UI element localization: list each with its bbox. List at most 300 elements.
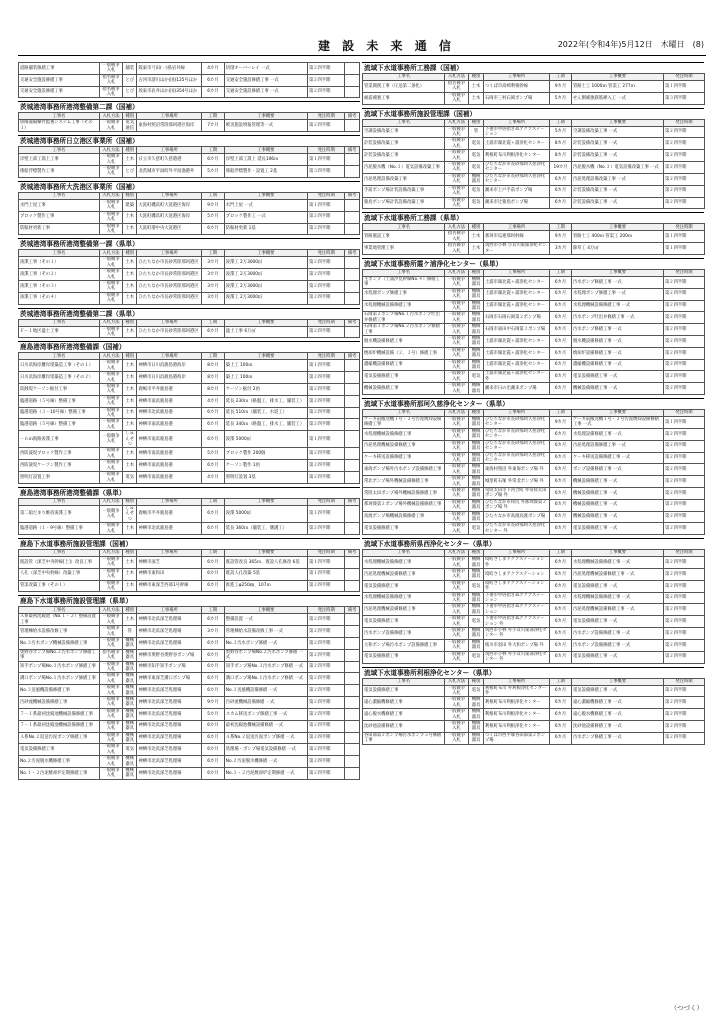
table-cell: 一般競争入札 <box>445 92 469 104</box>
table-cell: 整備設置 一式 <box>224 614 307 626</box>
table-cell: 6カ月 <box>550 336 572 348</box>
table-cell: 一般競争入札 <box>445 312 469 324</box>
table-cell: 第１四半期 <box>307 199 344 211</box>
table-cell: 管 <box>122 626 137 638</box>
table-cell: 6カ月 <box>550 487 572 499</box>
column-header: 工事名 <box>19 353 100 360</box>
column-header: 種別 <box>469 269 484 276</box>
table-header-row <box>19 498 360 505</box>
table-cell: 9カ月 <box>201 199 224 211</box>
table-cell: 第２四半期 <box>664 628 705 640</box>
table-row <box>363 371 705 383</box>
table-row <box>19 460 360 472</box>
table-cell: 東海村照沼 外東海ポンプ場 外 <box>484 464 550 476</box>
table-cell <box>345 580 360 592</box>
table-cell: ひたちなか市長砂常陸那珂港区 <box>137 292 201 304</box>
table-cell: 土浦市湖北霞ヶ浦浄化センター <box>484 138 550 150</box>
column-header: 工事場所 <box>137 549 201 556</box>
table-cell <box>345 568 360 580</box>
table-cell: 6カ月 <box>550 569 572 581</box>
table-cell: しゅんせつ <box>122 505 137 522</box>
table-cell: 第１四半期 <box>664 231 705 243</box>
table-cell: 石岡第２ポンプ場No.１汚水ポンプ吐出弁修繕工事 <box>363 312 445 324</box>
column-header: 備考 <box>345 192 360 199</box>
table-cell: 汚泥処理機械設備修繕工事 <box>363 440 445 452</box>
table-row <box>19 744 360 756</box>
table-cell: 汚水ポンプ修繕工事 一式 <box>572 324 664 336</box>
table-cell: 溝口ポンプ場No.１汚水ポンプ修繕工事 <box>19 673 100 685</box>
table-cell: 第１四半期 <box>307 431 344 448</box>
table-cell: 神栖市北浜鹿島港 <box>137 523 201 535</box>
table-cell: 土木 <box>469 231 484 243</box>
table-cell: 6カ月 <box>550 732 572 744</box>
table-cell: 機械設備修繕工事 一式 <box>572 487 664 499</box>
table-row <box>19 523 360 535</box>
table-cell <box>345 720 360 732</box>
project-table <box>362 409 705 535</box>
section-title: 流域下水道事務所工務課（県単） <box>362 212 704 223</box>
table-cell: 人孔（深芝中央幹線）改築工事 <box>19 568 100 580</box>
table-cell: 第２四半期 <box>664 440 705 452</box>
section-title: 茨城港湾事務所日立港区事業所（国補） <box>18 135 360 146</box>
table-cell: 機械器具 <box>469 173 484 185</box>
table-cell: 機械器具 <box>469 732 484 744</box>
table-cell: 第３四半期 <box>307 166 344 178</box>
column-header: 工事概要 <box>224 147 307 154</box>
table-cell: 第２四半期 <box>307 257 344 269</box>
table-cell: 第２四半期 <box>307 211 344 223</box>
table-row <box>363 92 705 104</box>
table-cell: 機械器具 <box>469 440 484 452</box>
table-cell: 一般競争入札 <box>100 395 123 407</box>
table-cell: 推進工φ250㎜、107ｍ <box>224 580 307 592</box>
table-cell: 第２四半期 <box>664 592 705 604</box>
table-cell: 機械器具 <box>469 709 484 721</box>
project-section <box>362 398 704 535</box>
table-row <box>19 372 360 384</box>
table-cell: 一般競争入札 <box>100 720 123 732</box>
table-cell: 一般競争入札 <box>445 651 469 663</box>
table-cell: ひたちなか市長砂那珂久慈浄化センター <box>484 428 550 440</box>
table-cell: 潮来市辻猿島ポンプ場 <box>484 197 550 209</box>
table-cell <box>345 685 360 697</box>
table-cell: 第２四半期 <box>307 685 344 697</box>
table-cell: 第２四半期 <box>664 276 705 288</box>
table-cell: 神栖市北浜深芝処理場 <box>137 708 201 720</box>
table-cell: 機械器具 <box>469 324 484 336</box>
table-cell: 第１四半期 <box>664 243 705 255</box>
table-cell: 岸壁上部工嵩上工事 <box>19 154 100 166</box>
table-cell <box>345 697 360 709</box>
table-cell: 電気 <box>469 185 484 197</box>
table-row <box>19 448 360 460</box>
table-cell: 第２四半期 <box>307 626 344 638</box>
table-cell: 管路施設工事 <box>363 231 445 243</box>
table-cell: ひたちなか市長砂常陸那珂港区 <box>137 326 201 338</box>
table-cell: 6カ月 <box>201 756 224 768</box>
table-cell <box>345 86 360 98</box>
column-header: 発注時期 <box>307 549 344 556</box>
table-header-row <box>19 250 360 257</box>
column-header: 工事概要 <box>224 250 307 257</box>
table-cell: 延長 340ｍ（路盤工、排水工、舗装工） <box>224 419 307 431</box>
table-cell: 土木 <box>122 568 137 580</box>
table-row <box>363 557 705 569</box>
table-cell: 交通安全施設修繕工事 <box>19 74 100 86</box>
table-cell: 遠心濃縮機修繕工事 一式 <box>572 697 664 709</box>
table-header-row <box>363 269 705 276</box>
table-cell: 古河市諸川ほか(国)125号ほか <box>137 74 201 86</box>
table-cell: 水処理設備修繕工事 一式 <box>572 428 664 440</box>
section-title: 流域下水道事務所霞ケ浦浄化センター（県単） <box>362 258 704 269</box>
table-cell: 焼却炉機械設備（２、３号）修繕工事 <box>363 347 445 359</box>
table-cell: 坂東市岩井ほか(国)354号ほか <box>137 86 201 98</box>
column-header: 工期 <box>550 678 572 685</box>
table-cell: 6カ月 <box>201 720 224 732</box>
table-cell: 一般競争入札 <box>445 276 469 288</box>
column-header: 工事概要 <box>224 607 307 614</box>
table-row <box>363 487 705 499</box>
table-cell: 機械器具 <box>469 628 484 640</box>
table-cell: 6カ月 <box>550 464 572 476</box>
table-cell: 第２四半期 <box>307 74 344 86</box>
table-cell: 神栖市南浜鹿島港 <box>137 419 201 431</box>
table-row <box>363 499 705 511</box>
table-cell: 第２四半期 <box>664 300 705 312</box>
table-cell: 汚水ポンプ吐出弁修繕工事 一式 <box>572 312 664 324</box>
table-cell: 既設人孔改築 5基 <box>224 568 307 580</box>
table-cell: 6カ月 <box>201 86 224 98</box>
table-cell: 機械器具 <box>469 476 484 488</box>
table-cell: 第２四半期 <box>664 162 705 174</box>
column-header: 工事場所 <box>484 550 550 557</box>
table-row <box>19 708 360 720</box>
table-row <box>363 720 705 732</box>
table-cell: No.３送風機設備修繕工事 <box>19 685 100 697</box>
table-cell: 神栖市北浜深芝処理場 <box>137 614 201 626</box>
table-cell: 鹿嶋市平井鹿島港 <box>137 384 201 396</box>
table-cell: 北茨城市平潟町外平潟漁港外 <box>137 166 201 178</box>
table-cell: 神栖市東深芝溝口ポンプ場 <box>137 673 201 685</box>
table-cell: 電気 <box>469 150 484 162</box>
table-cell: 一般競争入札 <box>445 732 469 744</box>
project-table <box>18 352 360 484</box>
table-cell: 土浦市湖北霞ヶ浦浄化センター <box>484 359 550 371</box>
table-row <box>363 185 705 197</box>
table-cell: Ａ系最初沈殿池（No.１・２）整備設置工事 <box>19 614 100 626</box>
column-header: 工期 <box>201 607 224 614</box>
table-cell: ひたちなか市長砂那珂久慈浄化センター <box>484 417 550 429</box>
table-cell: 利根町布川利根浄化センター <box>484 697 550 709</box>
table-cell: 神栖市知手知手ポンプ場 <box>137 661 201 673</box>
table-cell: 一般競争入札 <box>100 697 123 709</box>
table-cell: 9カ月 <box>201 697 224 709</box>
table-cell: 第２四半期 <box>307 614 344 626</box>
table-cell: 耐震補強工事 <box>363 92 445 104</box>
table-cell: 浚渫工事（その４） <box>19 292 100 304</box>
table-cell: 6カ月 <box>201 661 224 673</box>
table-cell: 計装設備改築工事 <box>363 138 445 150</box>
table-cell: 機械器具 <box>122 697 137 709</box>
table-row <box>19 472 360 484</box>
table-cell: せん断補強鉄筋挿入工 一式 <box>572 92 664 104</box>
table-row <box>19 431 360 448</box>
table-cell: 第２四半期 <box>664 173 705 185</box>
table-header-row <box>19 192 360 199</box>
table-cell: 一般競争入札 <box>445 185 469 197</box>
column-header: 入札方法 <box>445 410 469 417</box>
table-cell: 桜川市羽田 外大和ポンプ場 外 <box>484 639 550 651</box>
table-cell: Ａ系No.２返送汚泥ポンプ修繕 一式 <box>224 732 307 744</box>
table-cell: 第２四半期 <box>664 569 705 581</box>
table-cell: 計装設備改築工事 一式 <box>572 185 664 197</box>
table-cell: 土木 <box>122 419 137 431</box>
table-cell: 一般競争入札 <box>445 639 469 651</box>
project-table <box>18 606 360 779</box>
column-header: 工期 <box>201 549 224 556</box>
column-header: 入札方法 <box>445 119 469 126</box>
table-cell: 一般競争入札 <box>445 359 469 371</box>
project-table <box>18 549 360 592</box>
table-cell <box>345 767 360 779</box>
table-row <box>363 697 705 709</box>
table-cell: 常北ポンプ場外機械設備修繕工事 <box>363 476 445 488</box>
column-header: 備考 <box>345 250 360 257</box>
project-table <box>18 249 360 304</box>
table-cell <box>345 74 360 86</box>
table-cell: ひたちなか市長砂那珂久慈浄化センター <box>484 162 550 174</box>
table-cell: 第２四半期 <box>307 86 344 98</box>
column-header: 備考 <box>345 319 360 326</box>
table-row <box>363 440 705 452</box>
table-cell: 城里町石塚 外常北ポンプ場 外 <box>484 476 550 488</box>
table-cell: 4カ月 <box>201 472 224 484</box>
table-cell: ひたちなか市長砂那珂久慈浄化センター 外 <box>484 523 550 535</box>
column-header: 工事名 <box>363 224 445 231</box>
column-header: 発注時期 <box>307 113 344 120</box>
table-cell: 第２四半期 <box>664 428 705 440</box>
table-cell: ブロック製作 200個 <box>224 448 307 460</box>
table-cell: 機械器具 <box>122 720 137 732</box>
table-cell: 第２四半期 <box>664 557 705 569</box>
table-cell <box>345 708 360 720</box>
table-cell: 岸壁上部工嵩上 延長106ｍ <box>224 154 307 166</box>
table-cell: 第２四半期 <box>307 661 344 673</box>
table-row <box>363 231 705 243</box>
table-cell: No.３汚水ポンプ機械設備修繕工事 <box>19 638 100 650</box>
table-cell: 汚泥処理設備修繕工事 一式 <box>572 440 664 452</box>
table-cell: 第２四半期 <box>307 269 344 281</box>
table-cell: とび <box>122 74 137 86</box>
column-header: 入札方法 <box>100 549 123 556</box>
table-row <box>363 709 705 721</box>
table-cell: 第２四半期 <box>664 523 705 535</box>
table-cell: 汚水ポンプ設備修繕工事 一式 <box>572 639 664 651</box>
table-row <box>363 428 705 440</box>
table-cell: 一般競争入札 <box>445 417 469 429</box>
table-cell: 一般競争入札 <box>100 472 123 484</box>
table-cell: 一般競争入札 <box>445 709 469 721</box>
table-cell: 汚水ポンプ修繕工事 一式 <box>572 732 664 744</box>
table-cell: 電気 <box>122 744 137 756</box>
table-cell: 第２四半期 <box>664 150 705 162</box>
table-cell: 一般競争入札 <box>445 464 469 476</box>
table-cell: Ａ系No.２返送汚泥ポンプ修繕工事 <box>19 732 100 744</box>
table-cell: 谷田部第２ポンプ場汚水ポンプ３号修繕工事 <box>363 732 445 744</box>
table-cell: 処理場・ポンプ場電気設備修繕 一式 <box>224 744 307 756</box>
table-cell: 6カ月 <box>201 614 224 626</box>
table-cell: 第２四半期 <box>307 649 344 661</box>
table-cell: 舗装 <box>122 63 137 75</box>
table-row <box>363 300 705 312</box>
column-header: 備考 <box>345 607 360 614</box>
table-cell: 浚渫工 2万3000㎥ <box>224 269 307 281</box>
table-cell: 高渡ポンプ場機械設備修繕工事 <box>363 511 445 523</box>
table-cell: ケーソン製作 1函 <box>224 460 307 472</box>
table-cell: 土木 <box>122 372 137 384</box>
table-cell: 機械器具 <box>469 300 484 312</box>
table-cell <box>345 732 360 744</box>
table-cell: 水処理機械設備修繕工事 一式 <box>572 557 664 569</box>
table-row <box>19 673 360 685</box>
table-cell: 一般競争入札 <box>445 476 469 488</box>
table-cell: 第２四半期 <box>664 464 705 476</box>
table-row <box>363 243 705 255</box>
column-header: 工期 <box>550 119 572 126</box>
project-table <box>362 73 705 105</box>
table-cell: 指名競争入札 <box>445 231 469 243</box>
table-cell: 第２四半期 <box>664 616 705 628</box>
table-row <box>19 407 360 419</box>
table-cell: 3カ月 <box>550 243 572 255</box>
table-cell: 既設管（深芝中央幹線[上]）改良工事 <box>19 556 100 568</box>
table-row <box>19 568 360 580</box>
table-cell: 一般競争入札 <box>100 523 123 535</box>
table-cell: 一般競争入札 <box>445 452 469 464</box>
table-row <box>19 326 360 338</box>
table-cell: 第２四半期 <box>307 384 344 396</box>
project-section <box>18 308 360 339</box>
table-cell: 6カ月 <box>550 523 572 535</box>
table-row <box>19 360 360 372</box>
table-cell: 第３四半期 <box>664 92 705 104</box>
table-cell: 築上工 100ｍ <box>224 360 307 372</box>
table-row <box>19 257 360 269</box>
table-cell: 一般競争入札 <box>445 162 469 174</box>
table-row <box>19 649 360 661</box>
table-cell: 陸閘遠隔操作監視システム工事（その１） <box>19 120 100 132</box>
table-row <box>19 120 360 132</box>
table-cell: 一般競争入札 <box>100 257 123 269</box>
table-cell: 6カ月 <box>550 300 572 312</box>
column-header: 工期 <box>550 74 572 81</box>
column-header: 工事場所 <box>137 319 201 326</box>
table-cell: 6カ月 <box>201 460 224 472</box>
table-cell: 第２四半期 <box>664 126 705 138</box>
table-cell: 機械設備修繕工事 一式 <box>572 476 664 488</box>
table-cell: 汚泥処理設備改築工事 一式 <box>572 173 664 185</box>
column-header: 工期 <box>201 113 224 120</box>
table-row <box>19 395 360 407</box>
table-cell: 臨港道路（３－10号線）整備工事 <box>19 407 100 419</box>
column-header: 備考 <box>345 147 360 154</box>
section-title: 流域下水道事務所県西浄化センター（県単） <box>362 538 704 549</box>
table-cell: 第１四半期 <box>307 360 344 372</box>
table-cell: 機械器具 <box>122 685 137 697</box>
table-cell: 6カ月 <box>201 732 224 744</box>
table-cell: 第２四半期 <box>664 452 705 464</box>
table-row <box>363 324 705 336</box>
table-row <box>19 86 360 98</box>
table-cell: 一般競争入札 <box>445 428 469 440</box>
table-cell: 第２四半期 <box>307 472 344 484</box>
table-cell: 電気設備修繕工事 <box>363 685 445 697</box>
table-cell: 延長 510ｍ（舗装工、水道工） <box>224 407 307 419</box>
table-cell: 神栖市日川浜鹿島港海岸 <box>137 360 201 372</box>
table-row <box>19 626 360 638</box>
table-cell: 管理棟給水設備改修工事 <box>19 626 100 638</box>
column-header: 発注時期 <box>307 192 344 199</box>
table-row <box>363 592 705 604</box>
table-cell: 計装設備改築工事 <box>363 150 445 162</box>
table-cell: 汚泥処理機械設備修繕工事 <box>363 569 445 581</box>
table-cell: 土木 <box>122 395 137 407</box>
table-cell: 常陸太田ポンプ場外機械設備修繕工事 <box>363 487 445 499</box>
table-cell: 境町さしまアクアステーション 外 <box>484 557 550 569</box>
project-table <box>18 319 360 339</box>
table-row <box>19 384 360 396</box>
column-header: 工事場所 <box>484 678 550 685</box>
table-cell: 6カ月 <box>550 557 572 569</box>
table-cell <box>345 649 360 661</box>
column-header: 発注時期 <box>664 269 705 276</box>
project-section <box>362 258 704 395</box>
table-cell: 管路土工 400ｍ 管渠工 200ｍ <box>572 231 664 243</box>
table-cell: 管路土工 1000ｍ 管渠工 277ｍ <box>572 81 664 93</box>
column-header: 工期 <box>201 147 224 154</box>
table-cell: 利根町布川利根浄化センター <box>484 709 550 721</box>
table-cell: 浚渫 5000㎥ <box>224 505 307 522</box>
table-cell: 機械器具 <box>469 347 484 359</box>
table-cell: No.２汚泥脱水機修繕工事 <box>19 756 100 768</box>
project-table <box>18 62 360 98</box>
column-header: 工事概要 <box>572 269 664 276</box>
table-cell <box>345 384 360 396</box>
table-cell: しゅんせつ <box>122 431 137 448</box>
table-cell: 6カ月 <box>201 431 224 448</box>
table-cell: 9カ月 <box>550 417 572 429</box>
table-cell: 6カ月 <box>201 523 224 535</box>
table-cell: 日川浜海岸離岸堤築造工事（その２） <box>19 372 100 384</box>
table-cell: 照明灯設置 3基 <box>224 472 307 484</box>
column-header: 入札方法 <box>100 250 123 257</box>
table-cell: 第２四半期 <box>307 580 344 592</box>
table-cell: つくば市西平塚谷田部第２ポンプ場 <box>484 732 550 744</box>
column-header: 工期 <box>201 319 224 326</box>
column-header: 工事概要 <box>224 353 307 360</box>
table-cell <box>345 505 360 522</box>
table-cell: 土木 <box>122 614 137 626</box>
table-cell: ひたちなか市長砂那珂久慈浄化センター <box>484 173 550 185</box>
table-cell: 常陸太田市下河合町 外常陸太田ポンプ場 外 <box>484 487 550 499</box>
table-cell: 神栖市北浜深芝処理場 <box>137 756 201 768</box>
project-section <box>362 108 704 210</box>
table-cell: 神栖市北浜深芝処理場 <box>137 732 201 744</box>
table-cell: 浚渫工事（その３） <box>19 280 100 292</box>
table-cell: 一般競争入札 <box>445 150 469 162</box>
table-cell: 下妻市中居指きぬアクアステーション <box>484 126 550 138</box>
table-cell: 大洗町磯浜町大洗港区海岸 <box>137 199 201 211</box>
